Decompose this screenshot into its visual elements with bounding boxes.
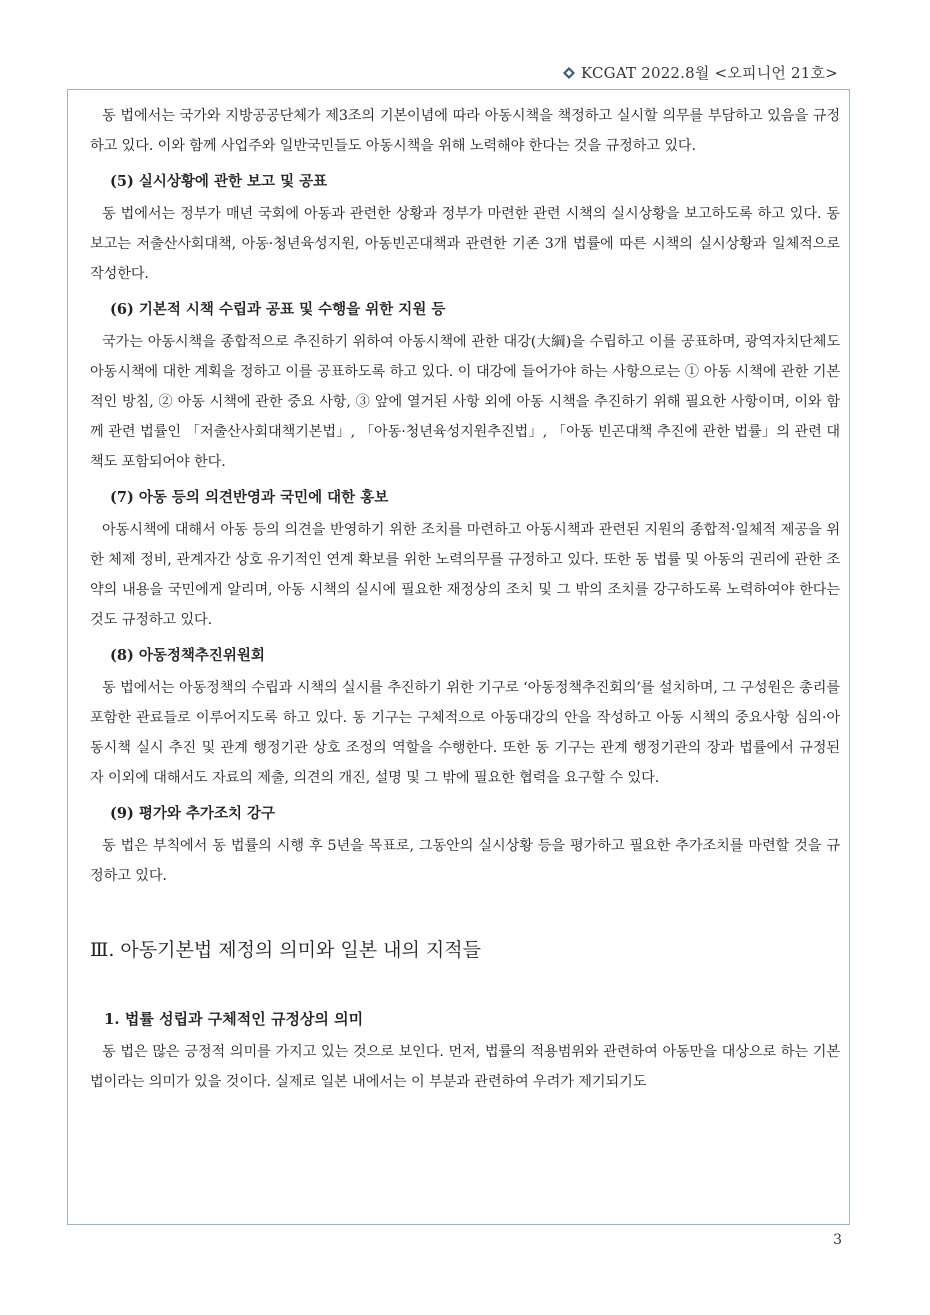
page-header <box>563 62 838 83</box>
item-9-heading: (9) 평가와 추가조치 강구 <box>110 805 276 822</box>
section-title: Ⅲ. 아동기본법 제정의 의미와 일본 내의 지적들 <box>90 939 481 961</box>
item-5-heading: (5) 실시상황에 관한 보고 및 공표 <box>110 173 328 190</box>
item-7-text: 아동시책에 대해서 아동 등의 의견을 반영하기 위한 조치를 마련하고 아동시책과 관련된 지원의 종합적·일체적 제공을 위한 체제 정비, 관계자간 상호 유기적인 연계 확보를 위한 노력의무를 규정하고 있다. 또한 동 법률 및 아동의 권리에 관한 조약의 내용을 국민에게 알리며, 아동 시책의 실시에 필요한 재정상의 조치 및 그 밖의 조치를 강구하도록 노력하여야 한다는 것도 규정하고 있다. <box>90 522 840 628</box>
item-6-heading: (6) 기본적 시책 수립과 공표 및 수행을 위한 지원 등 <box>110 301 446 318</box>
intro-paragraph: 동 법에서는 국가와 지방공공단체가 제3조의 기본이념에 따라 아동시책을 책정하고 실시할 의무를 부담하고 있음을 규정하고 있다. 이와 함께 사업주와 일반국민들도 아동시책을 위해 노력해야 한다는 것을 규정하고 있다. <box>90 108 840 154</box>
item-8-text: 동 법에서는 아동정책의 수립과 시책의 실시를 추진하기 위한 기구로 ‘아동정책추진회의’를 설치하며, 그 구성원은 총리를 포함한 관료들로 이루어지도록 하고 있다. 동 기구는 구체적으로 아동대강의 안을 작성하고 아동 시책의 중요사항 심의·아동시책 실시 추진 및 관계 행정기관 상호 조정의 역할을 수행한다. 또한 동 기구는 관계 행정기관의 장과 법률에서 규정된 자 이외에 대해서도 자료의 제출, 의견의 개진, 설명 및 그 밖에 필요한 협력을 요구할 수 있다. <box>90 680 840 786</box>
item-6-text: 국가는 아동시책을 종합적으로 추진하기 위하여 아동시책에 관한 대강(大綱)을 수립하고 이를 공표하며, 광역자치단체도 아동시책에 대한 계획을 정하고 이를 공표하도록 하고 있다. 이 대강에 들어가야 하는 사항으로는 ① 아동 시책에 관한 기본적인 방침, ② 아동 시책에 관한 중요 사항, ③ 앞에 열거된 사항 외에 아동 시책을 추진하기 위해 필요한 사항이며, 이와 함께 관련 법률인 「저출산사회대책기본법」, 「아동·청년육성지원추진법」, 「아동 빈곤대책 추진에 관한 법률」의 관련 대책도 포함되어야 한다. <box>90 334 840 470</box>
item-8-heading: (8) 아동정책추진위원회 <box>110 647 265 664</box>
subsection-text: 동 법은 많은 긍정적 의미를 가지고 있는 것으로 보인다. 먼저, 법률의 적용범위와 관련하여 아동만을 대상으로 하는 기본법이라는 의미가 있을 것이다. 실제로 일본 내에서는 이 부분과 관련하여 우려가 제기되기도 <box>90 1044 840 1090</box>
subsection-title: 1. 법률 성립과 구체적인 규정상의 의미 <box>104 1010 364 1028</box>
page-number: 3 <box>833 1232 842 1248</box>
diamond-logo-icon <box>563 67 575 79</box>
page-body <box>90 101 840 1097</box>
header-text: KCGAT 2022.8월 <오피니언 21호> <box>580 64 838 82</box>
item-7-heading: (7) 아동 등의 의견반영과 국민에 대한 홍보 <box>110 489 389 506</box>
item-9-text: 동 법은 부칙에서 동 법률의 시행 후 5년을 목표로, 그동안의 실시상황 등을 평가하고 필요한 추가조치를 마련할 것을 규정하고 있다. <box>90 838 840 884</box>
item-5-text: 동 법에서는 정부가 매년 국회에 아동과 관련한 상황과 정부가 마련한 관련 시책의 실시상황을 보고하도록 하고 있다. 동 보고는 저출산사회대책, 아동·청년육성지원, 아동빈곤대책과 관련한 기존 3개 법률에 따른 시책의 실시상황과 일체적으로 작성한다. <box>90 206 840 282</box>
